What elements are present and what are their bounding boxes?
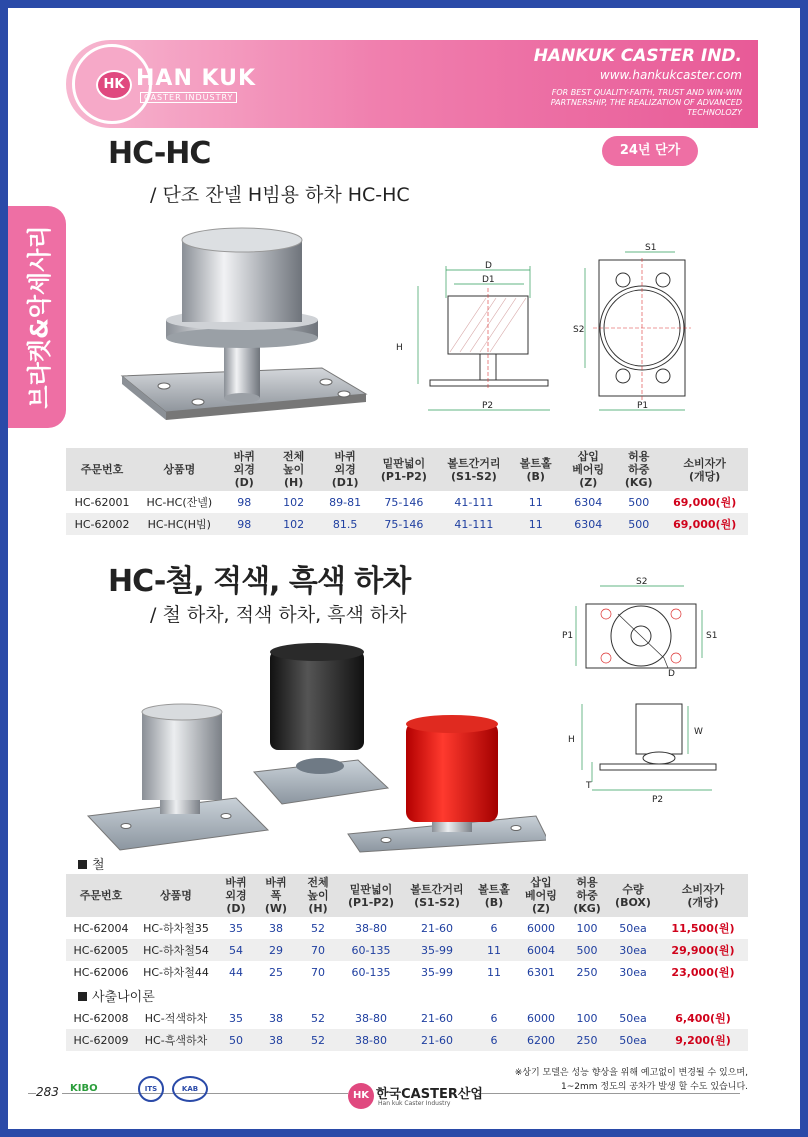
cell-load: 100: [576, 1011, 598, 1025]
cell-plate: 75-146: [384, 495, 424, 509]
cell-w: 38: [269, 1011, 283, 1025]
dim-H: H: [396, 343, 403, 353]
note-line-1: ※상기 모델은 성능 향상을 위해 예고없이 변경될 수 있으며,: [514, 1068, 748, 1078]
product-name: HC-하차철54: [136, 939, 216, 961]
brand-name: HAN KUK: [136, 66, 257, 91]
cell-h: 52: [311, 1011, 325, 1025]
dim-D1: D1: [482, 275, 495, 285]
col-d: 바퀴 외경 (D): [221, 448, 268, 491]
cell-bolt-dist: 21-60: [421, 1011, 453, 1025]
hk-logo-icon: HK: [96, 70, 132, 100]
footer-logo: [348, 1080, 483, 1114]
col-d1: 바퀴 외경 (D1): [319, 448, 371, 491]
col-load: 허용 하중 (KG): [566, 874, 608, 917]
cell-bolt-hole: 11: [528, 495, 543, 509]
col-order-no: 주문번호: [66, 874, 136, 917]
order-no: HC-62006: [73, 965, 129, 979]
order-no: HC-62008: [73, 1011, 129, 1025]
table-row: [66, 917, 748, 939]
cell-w: 38: [256, 1029, 296, 1051]
table-row: [66, 961, 748, 983]
col-product-name: 상품명: [136, 874, 216, 917]
hc-hc-spec-table: [66, 448, 748, 535]
col-bolt-hole: 볼트홀 (B): [472, 874, 516, 917]
cell-h: 52: [296, 1029, 340, 1051]
cell-load: 250: [576, 965, 598, 979]
section1-title: HC-HC: [108, 136, 211, 171]
cell-plate: 38-80: [340, 1029, 402, 1051]
order-no: HC-62005: [66, 939, 136, 961]
order-no: HC-62002: [66, 513, 138, 535]
cell-bolt-hole: 6: [472, 1029, 516, 1051]
product-name: HC-HC(잔넬): [146, 496, 213, 509]
cell-price: 69,000(원): [673, 496, 737, 509]
cell-bearing: 6200: [516, 1029, 566, 1051]
cell-price: 6,400(원): [675, 1012, 731, 1025]
col-bolt-dist: 볼트간거리 (S1-S2): [402, 874, 472, 917]
product-name: HC-HC(H빔): [138, 513, 220, 535]
order-no: HC-62004: [73, 921, 129, 935]
dim-S1: S1: [645, 243, 657, 253]
cell-bolt-dist: 41-111: [454, 495, 494, 509]
cell-price: 69,000(원): [661, 513, 748, 535]
footer-company-sub: Han kuk Caster Industry: [378, 1100, 451, 1107]
cell-bolt-dist: 35-99: [421, 965, 453, 979]
cell-plate: 75-146: [371, 513, 437, 535]
cell-bearing: 6000: [527, 921, 555, 935]
col-load: 허용 하중 (KG): [616, 448, 661, 491]
cell-d: 98: [237, 495, 252, 509]
dim-D: D: [485, 261, 492, 271]
catalog-page: [8, 8, 800, 1129]
footer-company-name: 한국CASTER산업: [376, 1087, 483, 1102]
col-d: 바퀴 외경 (D): [216, 874, 256, 917]
cell-d: 50: [216, 1029, 256, 1051]
col-bearing: 삽입 베어링 (Z): [560, 448, 616, 491]
page-number: 283: [36, 1085, 62, 1099]
cell-d: 98: [221, 513, 268, 535]
kibo-cert-logo: [70, 1076, 128, 1102]
cell-plate: 60-135: [351, 965, 391, 979]
cell-bolt-dist: 41-111: [437, 513, 511, 535]
square-bullet-icon: [78, 992, 87, 1001]
dim-T: T: [586, 781, 592, 791]
company-url[interactable]: www.hankukcaster.com: [599, 68, 742, 82]
category-side-tab[interactable]: [8, 206, 66, 428]
kibo-cert-text: KIBO: [70, 1083, 98, 1094]
cell-h: 70: [311, 965, 325, 979]
col-qty: 수량 (BOX): [608, 874, 658, 917]
section2-title: HC-철, 적색, 흑색 하차: [108, 564, 411, 599]
order-no: HC-62001: [74, 495, 130, 509]
product-name: HC-적색하차: [144, 1012, 208, 1025]
cell-plate: 60-135: [340, 939, 402, 961]
group-nylon-text: 사출나이론: [92, 989, 155, 1005]
col-price: 소비자가 (개당): [661, 448, 748, 491]
dolly-spec-table: [66, 874, 748, 1051]
cell-w: 29: [256, 939, 296, 961]
col-h: 전체 높이 (H): [268, 448, 320, 491]
col-h: 전체 높이 (H): [296, 874, 340, 917]
col-bolt-hole: 볼트홀 (B): [511, 448, 560, 491]
table-row: [66, 1029, 748, 1051]
group-iron-text: 철: [92, 858, 105, 873]
cell-qty: 30ea: [608, 939, 658, 961]
cell-w: 38: [269, 921, 283, 935]
cell-price: 11,500(원): [671, 922, 735, 935]
disclaimer-note: [488, 1066, 748, 1094]
cell-qty: 50ea: [608, 1029, 658, 1051]
dim-S1: S1: [706, 631, 718, 641]
cell-load: 500: [566, 939, 608, 961]
group-iron-label: [78, 854, 105, 873]
hc-hc-product-image: [104, 226, 372, 422]
section1-subtitle: / 단조 잔넬 H빔용 하차 HC-HC: [150, 184, 410, 206]
cell-d: 35: [229, 1011, 243, 1025]
company-name: HANKUK CASTER IND.: [533, 46, 742, 66]
dim-P1: P1: [637, 401, 649, 411]
cell-bolt-dist: 21-60: [402, 1029, 472, 1051]
table-row: [66, 491, 748, 513]
cell-h: 102: [268, 513, 320, 535]
its-cert-text: ITS: [144, 1085, 158, 1093]
kab-cert-icon: [172, 1076, 208, 1102]
dim-P2: P2: [652, 795, 664, 805]
company-slogan: FOR BEST QUALITY-FAITH, TRUST AND WIN-WIN PARTNERSHIP, THE REALIZATION OF ADVANCED TECHNOLOZY: [550, 88, 742, 117]
col-plate: 밑판넓이 (P1-P2): [371, 448, 437, 491]
col-order-no: 주문번호: [66, 448, 138, 491]
cell-bolt-hole: 6: [490, 921, 498, 935]
dolly-casters-product-image: [86, 640, 546, 854]
order-no: HC-62009: [66, 1029, 136, 1051]
category-label: 브라켓&악세사리: [25, 225, 54, 409]
square-bullet-icon: [78, 860, 87, 869]
cell-plate: 38-80: [355, 921, 387, 935]
cell-bolt-hole: 11: [487, 965, 501, 979]
price-year-badge: 24년 단가: [602, 136, 698, 166]
col-product-name: 상품명: [138, 448, 220, 491]
product-name: HC-하차철44: [143, 966, 209, 979]
table-row: [66, 513, 748, 535]
table-header-row: [66, 448, 748, 491]
cell-bolt-dist: 21-60: [421, 921, 453, 935]
cell-bolt-dist: 35-99: [402, 939, 472, 961]
cell-load: 500: [616, 513, 661, 535]
kab-cert-text: KAB: [181, 1085, 199, 1093]
cell-qty: 30ea: [619, 965, 647, 979]
dim-S2: S2: [636, 577, 648, 587]
cell-bolt-hole: 6: [490, 1011, 498, 1025]
section2-subtitle: / 철 하차, 적색 하차, 흑색 하차: [150, 604, 407, 626]
cell-qty: 50ea: [619, 1011, 647, 1025]
col-plate: 밑판넓이 (P1-P2): [340, 874, 402, 917]
dim-S2: S2: [573, 325, 585, 335]
product-name: HC-흑색하차: [136, 1029, 216, 1051]
hc-hc-top-drawing: [573, 238, 693, 418]
hk-logo-icon: HK: [348, 1083, 374, 1109]
cell-qty: 50ea: [619, 921, 647, 935]
cell-w: 25: [269, 965, 283, 979]
cell-load: 100: [576, 921, 598, 935]
cell-d: 35: [229, 921, 243, 935]
dolly-side-drawing: [566, 692, 726, 808]
cell-plate: 38-80: [355, 1011, 387, 1025]
dim-W: W: [694, 727, 703, 737]
col-bolt-dist: 볼트간거리 (S1-S2): [437, 448, 511, 491]
cell-price: 29,900(원): [658, 939, 748, 961]
table-row: [66, 1007, 748, 1029]
col-w: 바퀴 폭 (W): [256, 874, 296, 917]
its-cert-icon: [138, 1076, 164, 1102]
cell-bearing: 6000: [527, 1011, 555, 1025]
cell-bearing: 6301: [527, 965, 555, 979]
product-name: HC-하차철35: [143, 922, 209, 935]
cell-h: 70: [296, 939, 340, 961]
dim-D: D: [668, 669, 675, 679]
dolly-top-drawing: [556, 570, 731, 680]
dim-H: H: [568, 735, 575, 745]
group-nylon-label: [66, 983, 748, 1007]
cell-bearing: 6004: [516, 939, 566, 961]
cell-h: 52: [311, 921, 325, 935]
col-bearing: 삽입 베어링 (Z): [516, 874, 566, 917]
cell-bolt-hole: 11: [511, 513, 560, 535]
group-nylon-row: [66, 983, 748, 1007]
table-header-row: [66, 874, 748, 917]
table-row: [66, 939, 748, 961]
cell-d1: 81.5: [319, 513, 371, 535]
cell-load: 250: [566, 1029, 608, 1051]
cell-d1: 89-81: [329, 495, 362, 509]
col-price: 소비자가 (개당): [658, 874, 748, 917]
dim-P1: P1: [562, 631, 574, 641]
cell-price: 9,200(원): [658, 1029, 748, 1051]
cell-load: 500: [628, 495, 650, 509]
cell-d: 44: [229, 965, 243, 979]
cell-h: 102: [283, 495, 305, 509]
cell-bearing: 6304: [560, 513, 616, 535]
hc-hc-side-drawing: [388, 258, 558, 418]
cell-price: 23,000(원): [671, 966, 735, 979]
note-line-2: 1~2mm 정도의 공차가 발생 할 수도 있습니다.: [561, 1082, 748, 1092]
brand-subtitle: CASTER INDUSTRY: [140, 92, 237, 103]
cell-bearing: 6304: [574, 495, 603, 509]
cell-bolt-hole: 11: [472, 939, 516, 961]
dim-P2: P2: [482, 401, 494, 411]
cell-d: 54: [216, 939, 256, 961]
